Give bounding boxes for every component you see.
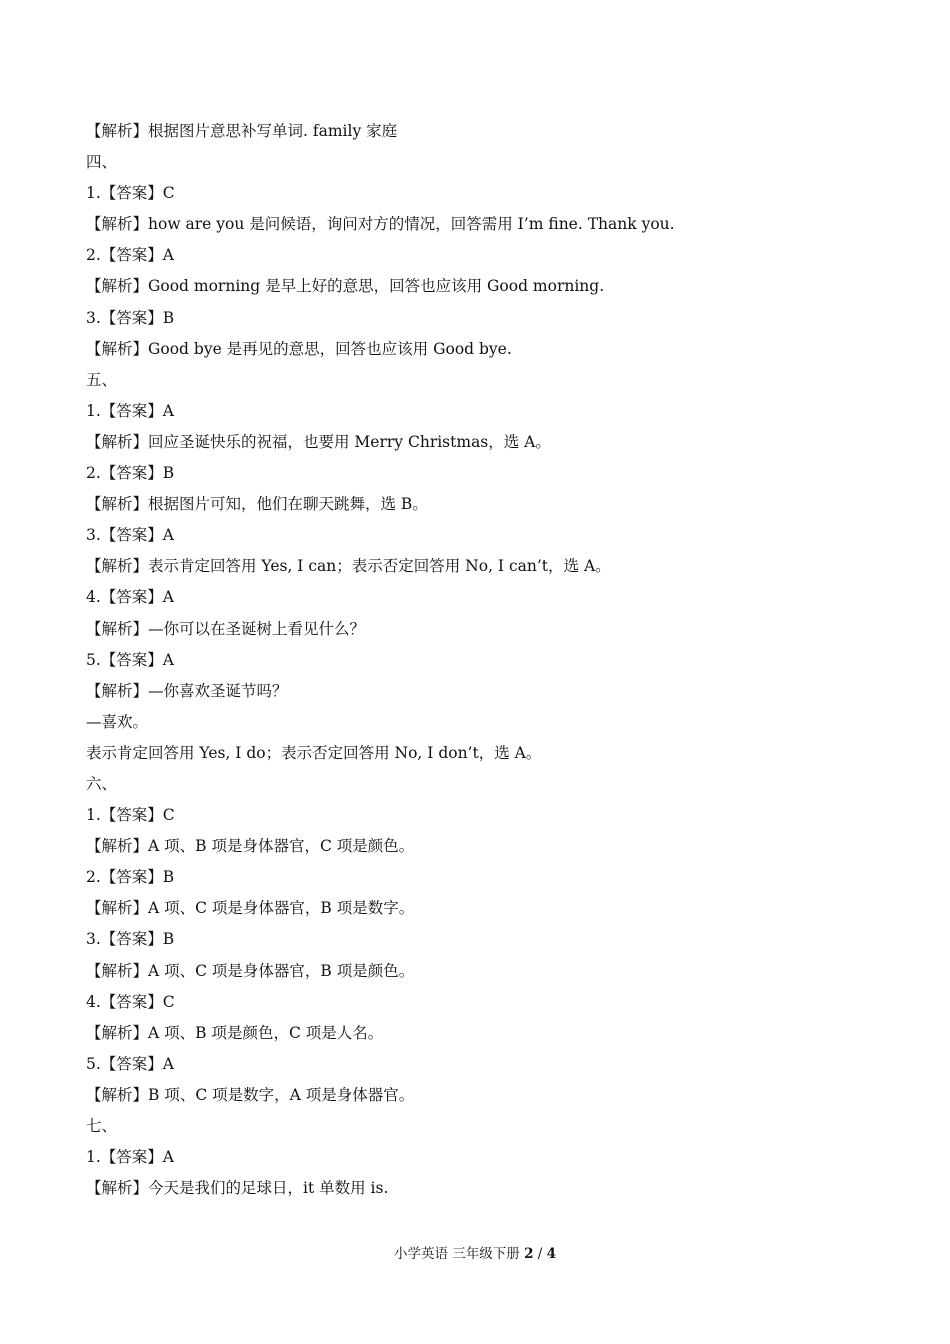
- explanation-line: 【解析】Good morning 是早上好的意思，回答也应该用 Good morning.: [86, 277, 605, 296]
- page-separator: /: [537, 1246, 543, 1262]
- answer-line: 1.【答案】C: [86, 184, 175, 203]
- footer-label: 小学英语 三年级下册: [393, 1246, 520, 1262]
- answer-line: 4.【答案】A: [86, 588, 174, 607]
- explanation-line: 【解析】—你可以在圣诞树上看见什么？: [86, 619, 366, 638]
- document-body: [86, 116, 866, 1204]
- section-heading: 四、: [86, 153, 118, 172]
- section-heading: 六、: [86, 774, 118, 793]
- explanation-line: 【解析】Good bye 是再见的意思，回答也应该用 Good bye.: [86, 339, 512, 358]
- answer-line: 4.【答案】C: [86, 992, 175, 1011]
- explanation-line: 【解析】A 项、B 项是身体器官，C 项是颜色。: [86, 837, 415, 856]
- answer-line: 1.【答案】A: [86, 401, 174, 420]
- explanation-line: 【解析】—你喜欢圣诞节吗？: [86, 681, 288, 700]
- answer-line: 2.【答案】B: [86, 868, 175, 887]
- answer-line: 2.【答案】A: [86, 246, 174, 265]
- section-heading: 五、: [86, 370, 118, 389]
- explanation-line: 【解析】A 项、C 项是身体器官，B 项是颜色。: [86, 961, 415, 980]
- answer-line: 5.【答案】A: [86, 1054, 174, 1073]
- answer-line: 3.【答案】B: [86, 930, 175, 949]
- page-number: 2: [524, 1246, 534, 1262]
- explanation-line: 【解析】how are you 是问候语，询问对方的情况，回答需用 I’m fine. Thank you.: [86, 215, 675, 234]
- section-heading: 七、: [86, 1117, 118, 1135]
- answer-line: 2.【答案】B: [86, 464, 175, 483]
- explanation-line: 【解析】B 项、C 项是数字，A 项是身体器官。: [86, 1085, 415, 1104]
- explanation-line: 【解析】回应圣诞快乐的祝福，也要用 Merry Christmas，选 A。: [86, 432, 551, 451]
- text-line: 表示肯定回答用 Yes, I do；表示否定回答用 No, I don’t，选 A。: [86, 743, 542, 762]
- explanation-line: 【解析】今天是我们的足球日，it 单数用 is.: [86, 1179, 389, 1198]
- answer-line: 5.【答案】A: [86, 650, 174, 669]
- explanation-line: 【解析】A 项、B 项是颜色，C 项是人名。: [86, 1023, 384, 1042]
- answer-line: 1.【答案】C: [86, 806, 175, 825]
- answer-line: 1.【答案】A: [86, 1148, 174, 1167]
- page-total: 4: [546, 1246, 557, 1262]
- page-footer: [0, 1244, 950, 1264]
- explanation-line: 【解析】根据图片可知，他们在聊天跳舞，选 B。: [86, 495, 428, 514]
- text-line: 【解析】根据图片意思补写单词. family 家庭: [86, 122, 398, 140]
- explanation-line: 【解析】表示肯定回答用 Yes, I can；表示否定回答用 No, I can’t，选 A。: [86, 557, 611, 576]
- answer-line: 3.【答案】A: [86, 526, 174, 545]
- answer-line: 3.【答案】B: [86, 308, 175, 327]
- explanation-line: 【解析】A 项、C 项是身体器官，B 项是数字。: [86, 899, 415, 918]
- text-line: —喜欢。: [86, 712, 149, 731]
